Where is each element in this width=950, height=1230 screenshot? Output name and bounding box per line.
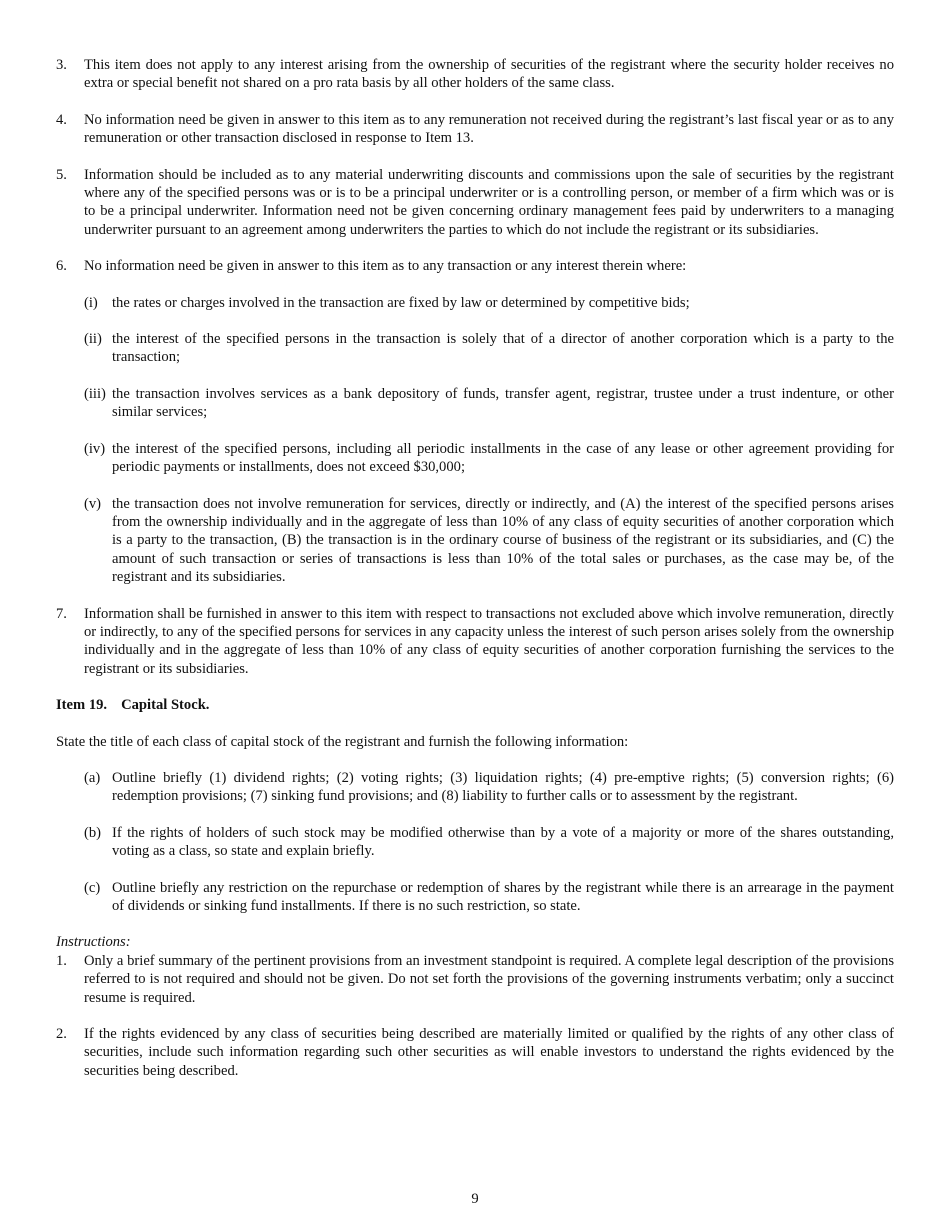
instruction-item xyxy=(56,952,894,1007)
sub-list-text: If the rights of holders of such stock may be modified otherwise than by a vote of a majority or more of the shares outstanding, voting as a class, so state and explain briefly. xyxy=(112,824,894,860)
list-text: Information should be included as to any material underwriting discounts and commissions upon the sale of securities by the registrant where any of the specified persons was or is to be a principal underwriter or is a controlling person, or member of a firm which was or is to be a principal underwriter. Information need not be given concerning ordinary management fees paid by underwriters to a managing underwriter pursuant to an agreement among underwriters the parties to which do not include the registrant or its subsidiaries. xyxy=(84,166,894,238)
list-number: 4. xyxy=(56,111,67,128)
sub-list-number: (v) xyxy=(84,495,102,512)
list-item xyxy=(56,257,894,275)
instruction-text: Only a brief summary of the pertinent provisions from an investment standpoint is required. A complete legal description of the provisions referred to is not required and should not be given. Do not set forth the provisions of the governing instruments verbatim; only a succinct resume is required. xyxy=(84,952,894,1006)
list-item xyxy=(56,56,894,93)
sub-list-number: (a) xyxy=(84,769,101,786)
sub-list-number: (iii) xyxy=(84,385,106,402)
document-page xyxy=(56,56,894,1098)
list-item xyxy=(56,605,894,679)
section-label: Item 19. xyxy=(56,697,108,714)
list-item xyxy=(56,166,894,240)
instructions-label: Instructions: xyxy=(56,934,131,951)
sub-list-text: Outline briefly (1) dividend rights; (2) voting rights; (3) liquidation rights; (4) pre-emptive rights; (5) conversion rights; (6) redemption provisions; (7) sinking fund provisions; and (8) liability to further calls or to assessment by the registrant. xyxy=(112,769,894,805)
page-number: 9 xyxy=(471,1191,479,1207)
sub-list-text: Outline briefly any restriction on the repurchase or redemption of shares by the registrant while there is an arrearage in the payment of dividends or sinking fund installments. If there is no such restriction, so state. xyxy=(112,879,894,914)
sub-list-item xyxy=(84,385,894,422)
sub-list-text: the transaction involves services as a bank depository of funds, transfer agent, registrar, trustee under a trust indenture, or other similar services; xyxy=(112,385,894,421)
sub-list-text: the interest of the specified persons in the transaction is solely that of a director of another corporation which is a party to the transaction; xyxy=(112,331,894,366)
section-title: Capital Stock. xyxy=(121,697,210,714)
sub-list-item xyxy=(84,824,894,861)
instruction-number: 2. xyxy=(56,1026,67,1043)
sub-list-text: the rates or charges involved in the transaction are fixed by law or determined by competitive bids; xyxy=(112,294,690,311)
sub-list-text: the transaction does not involve remuneration for services, directly or indirectly, and (A) the interest of the specified persons arises from the ownership individually and in the aggregate of less than 10% of any class of equity securities of another corporation which is a party to the transaction, (B) the transaction is in the ordinary course of business of the registrant or its subsidiaries, and (C) the amount of such transaction or series of transactions is less than 10% of the total sales or purchases, as the case may be, of the registrant and its subsidiaries. xyxy=(112,495,894,586)
sub-list-text: the interest of the specified persons, including all periodic installments in the case of any lease or other agreement providing for periodic payments or installments, does not exceed $30,000; xyxy=(112,440,894,476)
sub-list-item xyxy=(84,440,894,477)
sub-list-item xyxy=(84,330,894,367)
list-text: No information need be given in answer to this item as to any transaction or any interest therein where: xyxy=(84,258,687,275)
list-text: This item does not apply to any interest arising from the ownership of securities of the registrant where the security holder receives no extra or special benefit not shared on a pro rata basis by all other holders of the same class. xyxy=(84,57,894,92)
sub-list-number: (c) xyxy=(84,879,101,896)
sub-list-number: (i) xyxy=(84,294,98,311)
list-text: No information need be given in answer to this item as to any remuneration not received during the registrant’s last fiscal year or as to any remuneration or other transaction disclosed in response to Item 13. xyxy=(84,111,894,147)
sub-list-item xyxy=(84,294,894,312)
section-heading xyxy=(56,696,894,714)
sub-list-number: (iv) xyxy=(84,440,106,457)
list-number: 3. xyxy=(56,57,67,73)
list-number: 5. xyxy=(56,166,67,183)
section-intro: State the title of each class of capital stock of the registrant and furnish the following information: xyxy=(56,733,629,750)
list-number: 6. xyxy=(56,258,67,275)
list-item xyxy=(56,111,894,148)
instruction-number: 1. xyxy=(56,952,67,969)
instruction-text: If the rights evidenced by any class of securities being described are materially limited or qualified by the rights of any other class of securities, include such information regarding such other securities as will enable investors to understand the rights evidenced by the securities being described. xyxy=(84,1026,894,1079)
sub-list-number: (b) xyxy=(84,824,102,841)
sub-list-item xyxy=(84,495,894,587)
sub-list-number: (ii) xyxy=(84,331,102,348)
sub-list-item xyxy=(84,879,894,916)
list-text: Information shall be furnished in answer to this item with respect to transactions not excluded above which involve remuneration, directly or indirectly, to any of the specified persons for services in any capacity unless the interest of such person arises solely from the ownership individually and in the aggregate of less than 10% of any class of equity securities of another corporation furnishing the services to the registrant or its subsidiaries. xyxy=(84,605,894,677)
sub-list-item xyxy=(84,769,894,806)
instruction-item xyxy=(56,1025,894,1080)
list-number: 7. xyxy=(56,605,67,622)
